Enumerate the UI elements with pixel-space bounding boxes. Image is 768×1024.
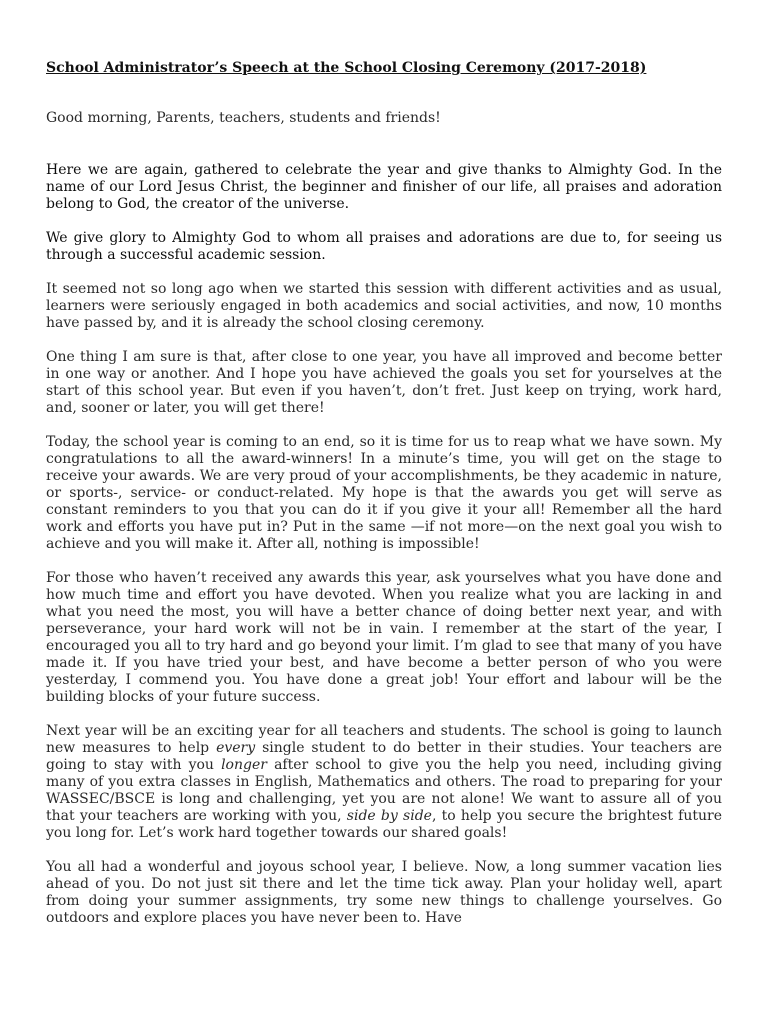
paragraph-closing: You all had a wonderful and joyous school year, I believe. Now, a long summer vacation lies ahead of you. Do not just sit there and let the time tick away. Plan your holiday well, apart from doing your summer assignments, try some new things to challenge yourselves. Go outdoors and explore places you have never been to. Have xyxy=(46,859,722,926)
greeting: Good morning, Parents, teachers, students and friends! xyxy=(46,110,441,126)
emphasis-every: every xyxy=(216,740,256,756)
next-year-text: single student to do better in their studies. Your teachers are going to stay with you xyxy=(46,740,722,773)
document-body xyxy=(46,60,722,944)
next-year-text: after school to give you the help you need, including giving many of you extra classes in English, Mathematics and others. The road to preparing for your WASSEC/BSCE is long and challenging, yet you are not alone! We want to assure all of you that your teachers are working with you, xyxy=(46,757,722,824)
paragraph-improvement: One thing I am sure is that, after close to one year, you have all improved and become better in one way or another. And I hope you have achieved the goals you set for yourselves at the start of this school year. But even if you haven’t, don’t fret. Just keep on trying, work hard, and, sooner or later, you will get there! xyxy=(46,349,722,416)
paragraph-awards: Today, the school year is coming to an end, so it is time for us to reap what we have sown. My congratulations to all the award-winners! In a minute’s time, you will get on the stage to receive your awards. We are very proud of your accomplishments, be they academic in nature, or sports-, service- or conduct-related. My hope is that the awards you get will serve as constant reminders to you that you can do it if you give it your all! Remember all the hard work and efforts you have put in? Put in the same —if not more—on the next goal you wish to achieve and you will make it. After all, nothing is impossible! xyxy=(46,434,722,552)
emphasis-side-by-side: side by side xyxy=(346,808,432,824)
next-year-text: Next year will be an exciting year for all teachers and students. The school is going to launch new measures to help xyxy=(46,723,722,756)
document-title: School Administrator’s Speech at the School Closing Ceremony (2017-2018) xyxy=(46,60,647,76)
next-year-text: , to help you secure the brightest future you long for. Let’s work hard together towards our shared goals! xyxy=(46,808,722,841)
paragraph-glory: We give glory to Almighty God to whom all praises and adorations are due to, for seeing us through a successful academic session. xyxy=(46,230,722,263)
paragraph-non-awardees: For those who haven’t received any awards this year, ask yourselves what you have done and how much time and effort you have devoted. When you realize what you are lacking in and what you need the most, you will have a better chance of doing better next year, and with perseverance, your hard work will not be in vain. I remember at the start of the year, I encouraged you all to try hard and go beyond your limit. I’m glad to see that many of you have made it. If you have tried your best, and have become a better person of who you were yesterday, I commend you. You have done a great job! Your effort and labour will be the building blocks of your future success. xyxy=(46,570,722,705)
paragraph-next-year xyxy=(46,723,722,842)
paragraph-session: It seemed not so long ago when we started this session with different activities and as usual, learners were seriously engaged in both academics and social activities, and now, 10 months have passed by, and it is already the school closing ceremony. xyxy=(46,281,722,331)
emphasis-longer: longer xyxy=(221,757,267,773)
paragraph-opening: Here we are again, gathered to celebrate the year and give thanks to Almighty God. In the name of our Lord Jesus Christ, the beginner and finisher of our life, all praises and adoration belong to God, the creator of the universe. xyxy=(46,162,722,212)
